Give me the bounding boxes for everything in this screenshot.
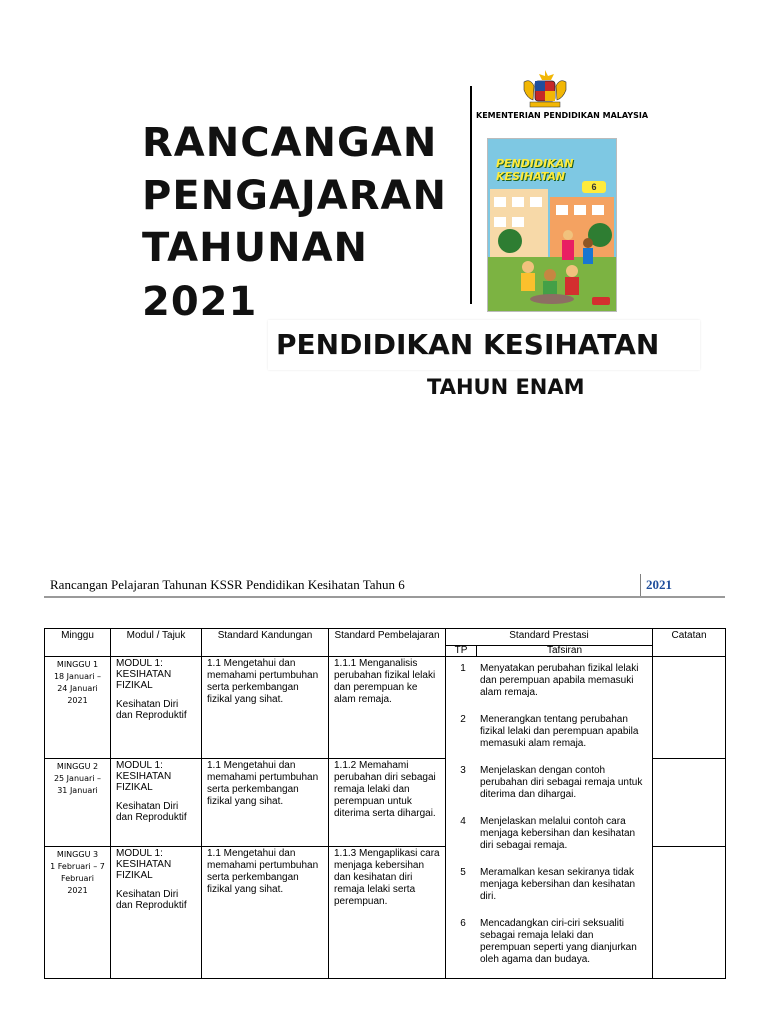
title-divider xyxy=(470,86,472,304)
prestasi-item: 3 Menjelaskan dengan contoh perubahan diri sebagai remaja untuk diterima dan dihargai. xyxy=(460,765,643,800)
annual-plan-table xyxy=(44,628,726,979)
header-modul: Modul / Tajuk xyxy=(111,629,202,657)
page-header-title: Rancangan Pelajaran Tahunan KSSR Pendidikan Kesihatan Tahun 6 xyxy=(50,577,405,592)
grade-label: TAHUN ENAM xyxy=(427,375,585,399)
table-header-row xyxy=(45,629,726,646)
cover-title-line-1: RANCANGAN xyxy=(142,120,438,166)
textbook-title-line-1: PENDIDIKAN xyxy=(496,157,574,170)
coat-of-arms-icon xyxy=(520,68,570,110)
module-cell: MODUL 1: KESIHATAN FIZIKAL Kesihatan Diri dan Reproduktif xyxy=(111,847,202,979)
header-standard-prestasi: Standard Prestasi xyxy=(446,629,653,646)
page-header-rule xyxy=(44,596,725,598)
table-row xyxy=(45,657,726,759)
catatan-cell xyxy=(653,759,726,847)
page-header-separator xyxy=(640,574,641,596)
cover-title-year: 2021 xyxy=(142,279,258,325)
cover-title-line-2: PENGAJARAN xyxy=(142,173,447,219)
prestasi-item: 5 Meramalkan kesan sekiranya tidak menjaga kebersihan dan kesihatan diri. xyxy=(460,867,636,902)
subject-title: PENDIDIKAN KESIHATAN xyxy=(276,328,660,361)
textbook-title-line-2: KESIHATAN xyxy=(496,170,566,183)
prestasi-item: 4 Menjelaskan melalui contoh cara menjaga kebersihan dan kesihatan diri sebagai remaja. xyxy=(460,816,636,851)
standard-kandungan-cell: 1.1 Mengetahui dan memahami pertumbuhan serta perkembangan fizikal yang sihat. xyxy=(202,759,329,847)
catatan-cell xyxy=(653,847,726,979)
standard-pembelajaran-cell: 1.1.2 Memahami perubahan diri sebagai remaja lelaki dan perempuan untuk diterima serta dihargai. xyxy=(329,759,446,847)
week-cell: MINGGU 1 18 Januari – 24 Januari 2021 xyxy=(45,657,111,759)
ministry-label: KEMENTERIAN PENDIDIKAN MALAYSIA xyxy=(476,111,649,120)
header-tafsiran: Tafsiran xyxy=(546,645,582,656)
module-cell: MODUL 1: KESIHATAN FIZIKAL Kesihatan Diri dan Reproduktif xyxy=(111,657,202,759)
week-cell: MINGGU 3 1 Februari – 7 Februari 2021 xyxy=(45,847,111,979)
cover-title-line-3: TAHUNAN xyxy=(142,225,369,271)
week-cell: MINGGU 2 25 Januari – 31 Januari xyxy=(45,759,111,847)
textbook-grade-badge: 6 xyxy=(582,181,606,193)
catatan-cell xyxy=(653,657,726,759)
prestasi-item: 2 Menerangkan tentang perubahan fizikal lelaki dan perempuan apabila memasuki alam remaja. xyxy=(460,714,639,749)
header-tp: TP xyxy=(446,646,477,656)
standard-pembelajaran-cell: 1.1.3 Mengaplikasi cara menjaga kebersihan dan kesihatan diri remaja lelaki serta perempuan. xyxy=(329,847,446,979)
header-standard-pembelajaran: Standard Pembelajaran xyxy=(329,629,446,657)
standard-kandungan-cell: 1.1 Mengetahui dan memahami pertumbuhan serta perkembangan fizikal yang sihat. xyxy=(202,657,329,759)
page-header-year: 2021 xyxy=(646,577,672,592)
prestasi-item: 6 Mencadangkan ciri-ciri seksualiti sebagai remaja lelaki dan perempuan seperti yang dianjurkan oleh agama dan budaya. xyxy=(460,918,637,965)
header-standard-kandungan: Standard Kandungan xyxy=(202,629,329,657)
header-catatan: Catatan xyxy=(653,629,726,657)
module-cell: MODUL 1: KESIHATAN FIZIKAL Kesihatan Diri dan Reproduktif xyxy=(111,759,202,847)
standard-prestasi-cell xyxy=(446,657,653,979)
standard-kandungan-cell: 1.1 Mengetahui dan memahami pertumbuhan serta perkembangan fizikal yang sihat. xyxy=(202,847,329,979)
prestasi-item: 1 Menyatakan perubahan fizikal lelaki dan perempuan apabila memasuki alam remaja. xyxy=(460,663,639,698)
header-minggu: Minggu xyxy=(45,629,111,657)
standard-pembelajaran-cell: 1.1.1 Menganalisis perubahan fizikal lelaki dan perempuan ke alam remaja. xyxy=(329,657,446,759)
textbook-cover-image xyxy=(487,138,617,312)
